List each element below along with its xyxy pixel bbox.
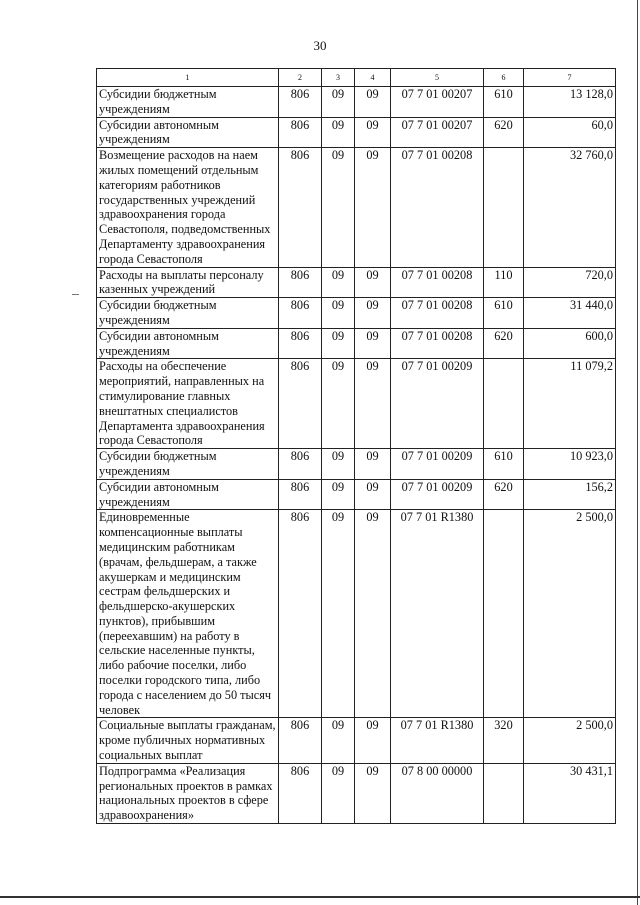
row-subsection: 09 (355, 298, 391, 329)
table-row (97, 718, 616, 763)
row-name: Субсидии бюджетным учреждениям (97, 298, 279, 329)
table-row (97, 117, 616, 148)
row-subsection: 09 (355, 359, 391, 449)
row-code: 806 (279, 449, 322, 480)
row-section: 09 (322, 148, 355, 267)
page-right-edge (637, 0, 638, 905)
table-row (97, 510, 616, 718)
row-expense-type: 320 (484, 718, 524, 763)
row-code: 806 (279, 328, 322, 359)
row-expense-type (484, 510, 524, 718)
budget-table (96, 68, 616, 824)
row-target-article: 07 8 00 00000 (391, 763, 484, 823)
row-target-article: 07 7 01 00207 (391, 87, 484, 118)
row-target-article: 07 7 01 00209 (391, 359, 484, 449)
row-name: Расходы на обеспечение мероприятий, направленных на стимулирование главных внештатных специалистов Департамента здравоохранения города Севастополя (97, 359, 279, 449)
row-expense-type: 610 (484, 449, 524, 480)
table-row (97, 148, 616, 267)
row-code: 806 (279, 148, 322, 267)
row-subsection: 09 (355, 267, 391, 298)
row-expense-type: 610 (484, 298, 524, 329)
row-name: Возмещение расходов на наем жилых помещений отдельным категориям работников государственных учреждений здравоохранения города Севастополя, подведомственных Департаменту здравоохранения города Севастополя (97, 148, 279, 267)
header-col-2: 2 (279, 69, 322, 87)
row-expense-type (484, 763, 524, 823)
row-name: Субсидии автономным учреждениям (97, 479, 279, 510)
table-row (97, 328, 616, 359)
header-col-7: 7 (524, 69, 616, 87)
row-target-article: 07 7 01 00209 (391, 479, 484, 510)
row-subsection: 09 (355, 87, 391, 118)
row-expense-type: 110 (484, 267, 524, 298)
row-amount: 2 500,0 (524, 510, 616, 718)
table-row (97, 267, 616, 298)
margin-mark (72, 294, 79, 295)
row-target-article: 07 7 01 R1380 (391, 510, 484, 718)
row-code: 806 (279, 510, 322, 718)
row-amount: 156,2 (524, 479, 616, 510)
row-name: Субсидии бюджетным учреждениям (97, 87, 279, 118)
row-amount: 60,0 (524, 117, 616, 148)
row-amount: 2 500,0 (524, 718, 616, 763)
row-section: 09 (322, 117, 355, 148)
row-name: Единовременные компенсационные выплаты медицинским работникам (врачам, фельдшерам, а также акушеркам и медицинским сестрам фельдшерских и фельдшерско-акушерских пунктов), прибывшим (переехавшим) на работу в сельские населенные пункты, либо рабочие поселки, либо поселки городского типа, либо города с населением до 50 тысяч человек (97, 510, 279, 718)
row-subsection: 09 (355, 510, 391, 718)
header-col-1: 1 (97, 69, 279, 87)
page-bottom-edge (0, 896, 640, 898)
header-col-3: 3 (322, 69, 355, 87)
row-name: Субсидии бюджетным учреждениям (97, 449, 279, 480)
row-section: 09 (322, 449, 355, 480)
row-subsection: 09 (355, 449, 391, 480)
row-target-article: 07 7 01 00208 (391, 298, 484, 329)
row-subsection: 09 (355, 148, 391, 267)
row-code: 806 (279, 479, 322, 510)
table-row (97, 449, 616, 480)
row-target-article: 07 7 01 00208 (391, 267, 484, 298)
row-code: 806 (279, 267, 322, 298)
row-amount: 11 079,2 (524, 359, 616, 449)
row-section: 09 (322, 718, 355, 763)
row-section: 09 (322, 510, 355, 718)
row-amount: 31 440,0 (524, 298, 616, 329)
row-code: 806 (279, 117, 322, 148)
row-code: 806 (279, 87, 322, 118)
row-name: Субсидии автономным учреждениям (97, 328, 279, 359)
table-row (97, 87, 616, 118)
row-code: 806 (279, 359, 322, 449)
row-name: Субсидии автономным учреждениям (97, 117, 279, 148)
row-section: 09 (322, 359, 355, 449)
header-col-4: 4 (355, 69, 391, 87)
row-target-article: 07 7 01 00208 (391, 328, 484, 359)
row-amount: 10 923,0 (524, 449, 616, 480)
row-subsection: 09 (355, 479, 391, 510)
row-code: 806 (279, 763, 322, 823)
table-row (97, 298, 616, 329)
row-subsection: 09 (355, 763, 391, 823)
row-section: 09 (322, 328, 355, 359)
row-section: 09 (322, 763, 355, 823)
table-row (97, 479, 616, 510)
row-amount: 13 128,0 (524, 87, 616, 118)
header-col-5: 5 (391, 69, 484, 87)
row-amount: 720,0 (524, 267, 616, 298)
header-row (97, 69, 616, 87)
row-name: Расходы на выплаты персоналу казенных учреждений (97, 267, 279, 298)
row-amount: 32 760,0 (524, 148, 616, 267)
row-target-article: 07 7 01 R1380 (391, 718, 484, 763)
table-row (97, 359, 616, 449)
row-expense-type: 620 (484, 328, 524, 359)
table-row (97, 763, 616, 823)
row-name: Социальные выплаты гражданам, кроме публичных нормативных социальных выплат (97, 718, 279, 763)
row-expense-type (484, 359, 524, 449)
row-expense-type (484, 148, 524, 267)
row-subsection: 09 (355, 328, 391, 359)
row-amount: 600,0 (524, 328, 616, 359)
row-section: 09 (322, 267, 355, 298)
row-amount: 30 431,1 (524, 763, 616, 823)
row-expense-type: 620 (484, 117, 524, 148)
page-number: 30 (313, 38, 327, 53)
header-col-6: 6 (484, 69, 524, 87)
row-section: 09 (322, 298, 355, 329)
row-target-article: 07 7 01 00207 (391, 117, 484, 148)
row-expense-type: 620 (484, 479, 524, 510)
row-code: 806 (279, 718, 322, 763)
row-subsection: 09 (355, 117, 391, 148)
row-name: Подпрограмма «Реализация региональных проектов в рамках национальных проектов в сфере здравоохранения» (97, 763, 279, 823)
row-expense-type: 610 (484, 87, 524, 118)
row-target-article: 07 7 01 00208 (391, 148, 484, 267)
row-code: 806 (279, 298, 322, 329)
row-target-article: 07 7 01 00209 (391, 449, 484, 480)
row-section: 09 (322, 87, 355, 118)
row-section: 09 (322, 479, 355, 510)
row-subsection: 09 (355, 718, 391, 763)
